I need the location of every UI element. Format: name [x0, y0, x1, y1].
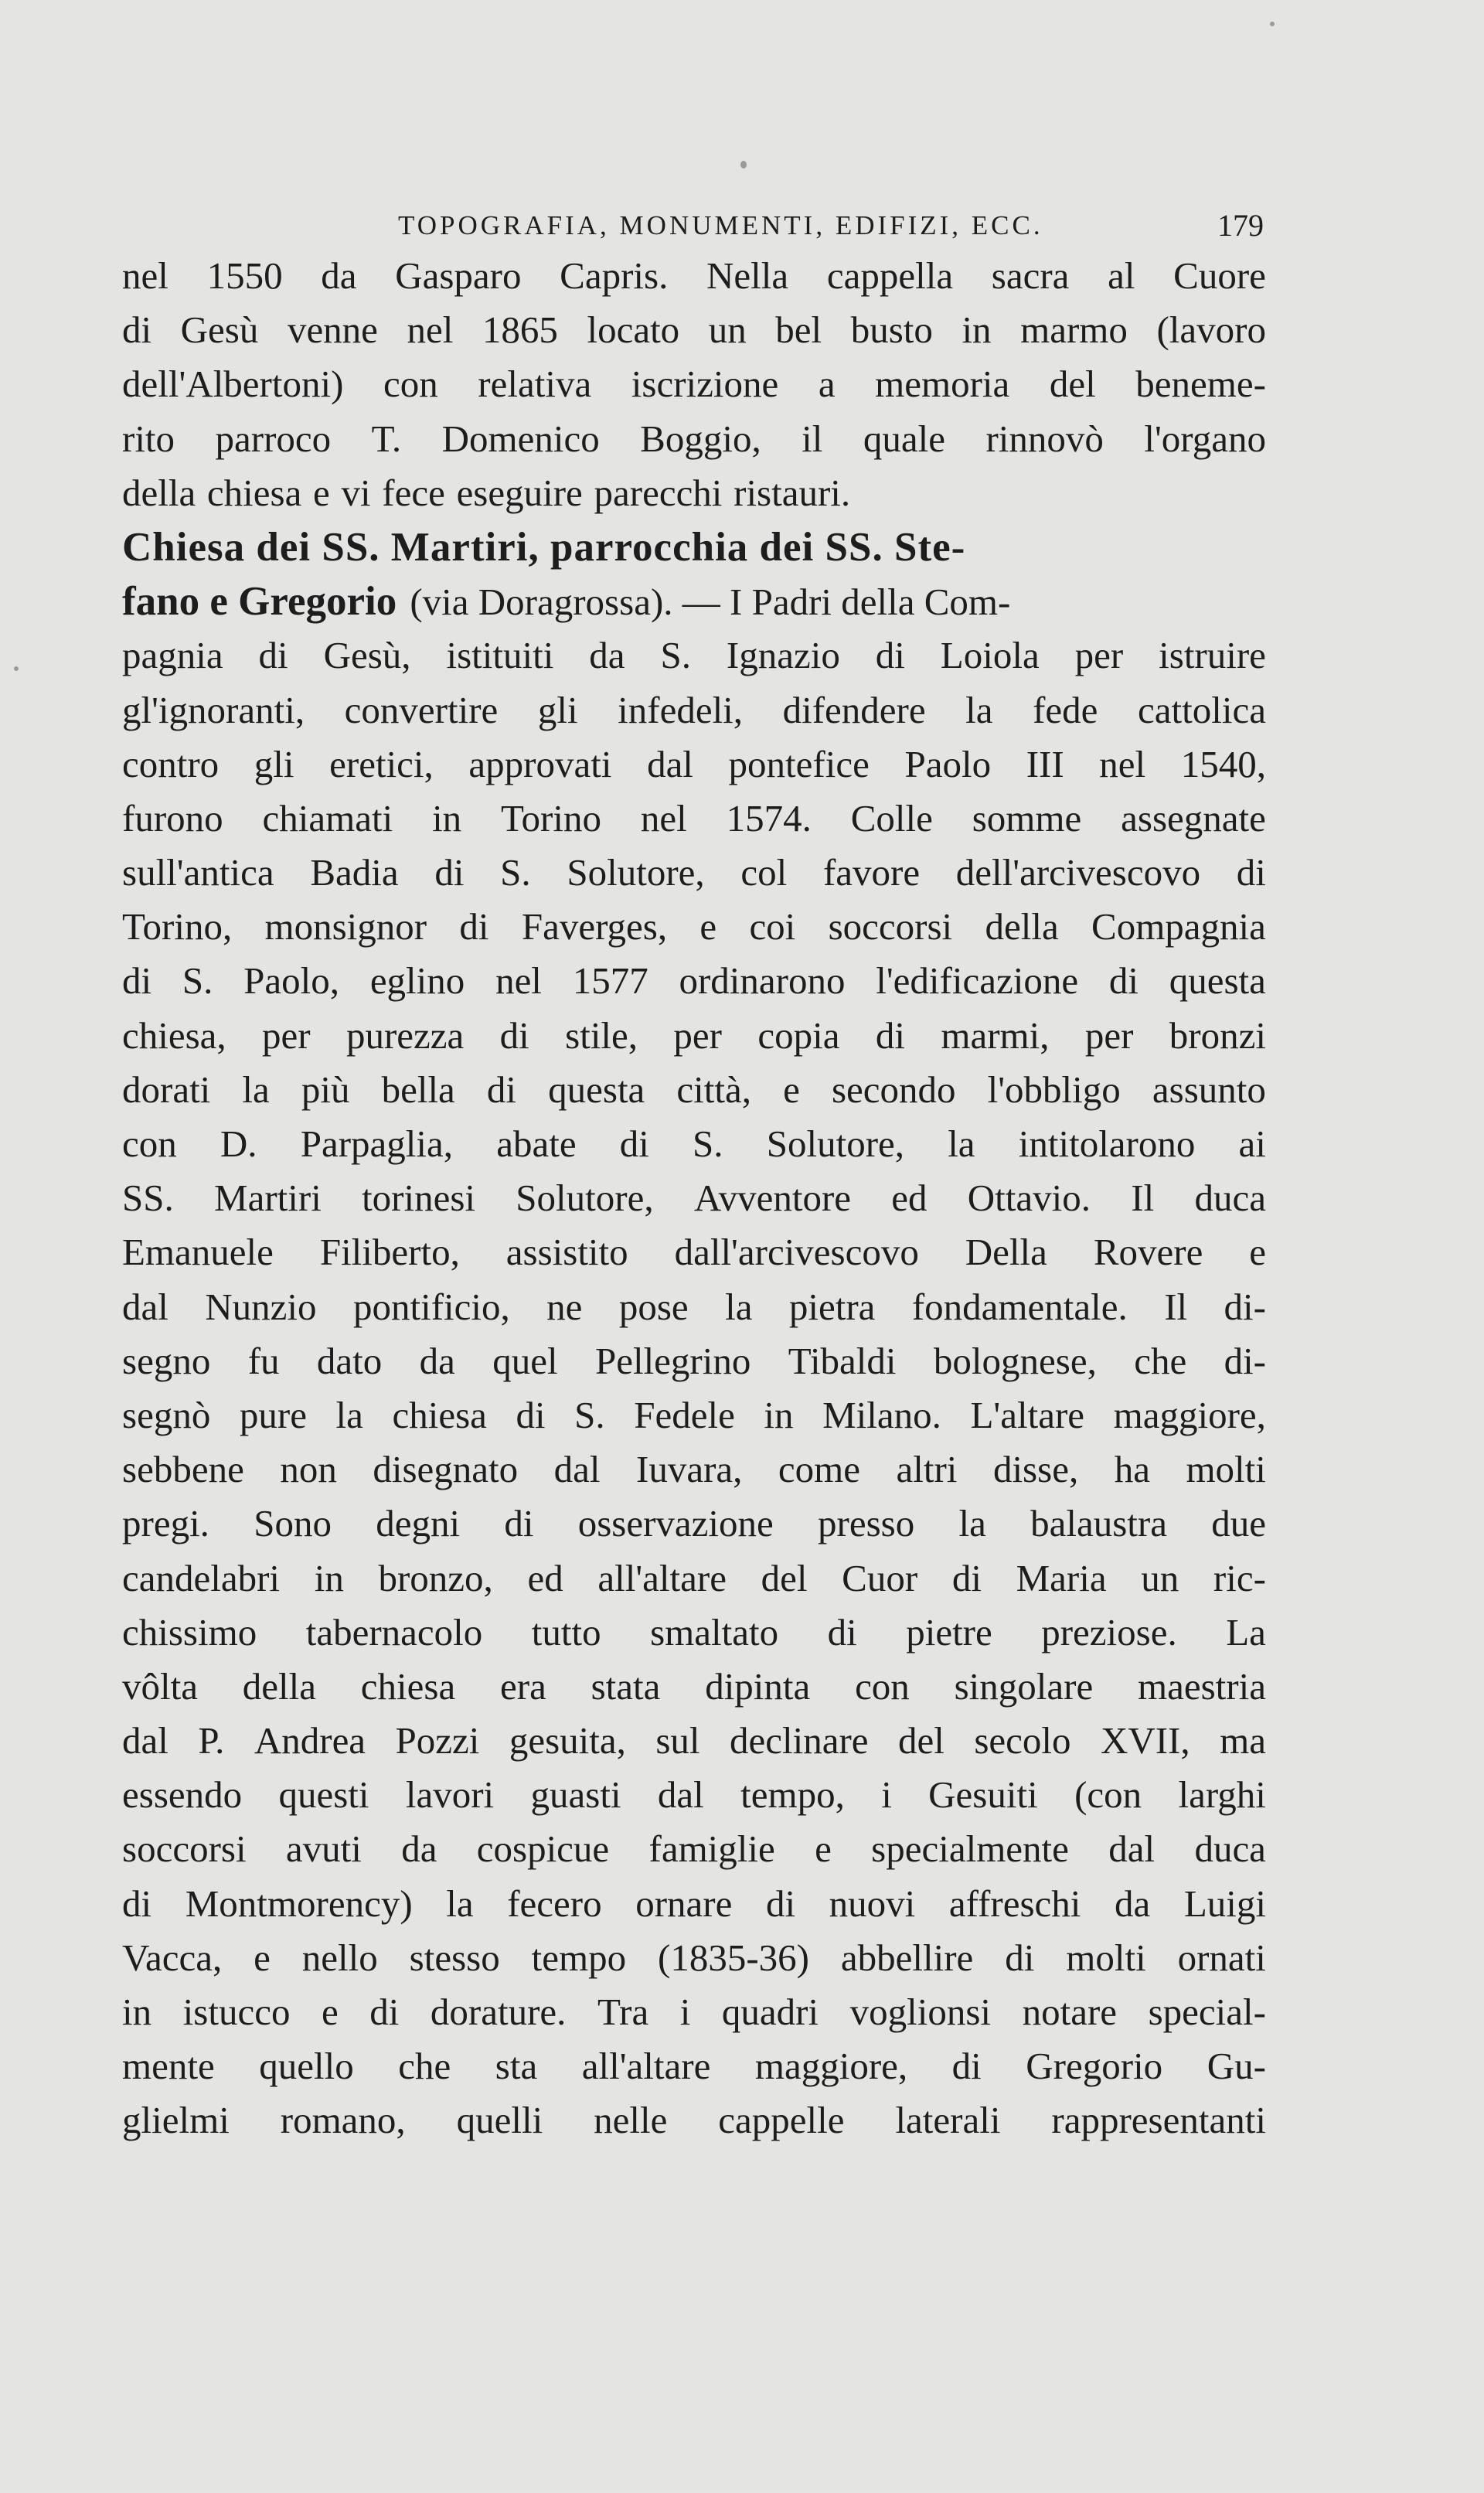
line-text: candelabri in bronzo, ed all'altare del Cuor di Maria un ric-: [122, 1556, 1266, 1599]
text-line: [122, 2093, 1266, 2147]
text-line: [122, 1497, 1266, 1551]
line-text: Vacca, e nello stesso tempo (1835-36) abbellire di molti ornati: [122, 1936, 1266, 1979]
page-number: 179: [1217, 208, 1264, 243]
print-speck: [14, 666, 19, 671]
text-line: [122, 2039, 1266, 2093]
text-line: [122, 1822, 1266, 1876]
line-text: dal Nunzio pontificio, ne pose la pietra fondamentale. Il di-: [122, 1285, 1266, 1328]
line-text: gl'ignoranti, convertire gli infedeli, difendere la fede cattolica: [122, 688, 1266, 731]
line-text: con D. Parpaglia, abate di S. Solutore, la intitolarono ai: [122, 1122, 1266, 1165]
line-text: SS. Martiri torinesi Solutore, Avventore ed Ottavio. Il duca: [122, 1177, 1266, 1220]
text-line: [122, 520, 1266, 574]
line-text: contro gli eretici, approvati dal pontefice Paolo III nel 1540,: [122, 742, 1266, 785]
line-text: Emanuele Filiberto, assistito dall'arcivescovo Della Rovere e: [122, 1231, 1266, 1274]
line-text: essendo questi lavori guasti dal tempo, i Gesuiti (con larghi: [122, 1773, 1266, 1817]
line-text: chiesa, per purezza di stile, per copia di marmi, per bronzi: [122, 1013, 1266, 1057]
text-line: [122, 249, 1266, 303]
text-line: [122, 792, 1266, 846]
text-line: [122, 683, 1266, 737]
text-line: [122, 1768, 1266, 1822]
line-text: segno fu dato da quel Pellegrino Tibaldi bolognese, che di-: [122, 1339, 1266, 1382]
text-line: [122, 1388, 1266, 1442]
text-line: [122, 357, 1266, 411]
text-line: [122, 412, 1266, 466]
text-line: [122, 1660, 1266, 1714]
line-text: Torino, monsignor di Faverges, e coi soccorsi della Compagnia: [122, 905, 1266, 948]
line-text: soccorsi avuti da cospicue famiglie e specialmente dal duca: [122, 1827, 1266, 1871]
text-line: [122, 1009, 1266, 1063]
text-line: [122, 954, 1266, 1008]
section-heading-continued: fano e Gregorio: [122, 579, 397, 625]
line-text: della chiesa e vi fece eseguire parecchi ristauri.: [122, 471, 851, 514]
text-line: [122, 574, 1266, 628]
line-text: sull'antica Badia di S. Solutore, col favore dell'arcivescovo di: [122, 851, 1266, 894]
text-line: [122, 1225, 1266, 1279]
line-text: segnò pure la chiesa di S. Fedele in Milano. L'altare maggiore,: [122, 1393, 1266, 1436]
line-text: glielmi romano, quelli nelle cappelle laterali rappresentanti: [122, 2099, 1266, 2142]
line-text: di Gesù venne nel 1865 locato un bel busto in marmo (lavoro: [122, 308, 1266, 352]
text-line: [122, 1442, 1266, 1497]
print-speck: [1270, 22, 1275, 26]
text-line: [122, 1334, 1266, 1388]
line-text: pagnia di Gesù, istituiti da S. Ignazio di Loiola per istruire: [122, 634, 1266, 677]
text-line: [122, 1606, 1266, 1660]
text-line: [122, 466, 1266, 520]
line-text: furono chiamati in Torino nel 1574. Colle somme assegnate: [122, 796, 1266, 840]
line-text: in istucco e di dorature. Tra i quadri voglionsi notare special-: [122, 1991, 1266, 2033]
text-line: [122, 628, 1266, 683]
print-speck: [740, 161, 747, 169]
text-line: [122, 737, 1266, 792]
running-title: TOPOGRAFIA, MONUMENTI, EDIFIZI, ECC.: [398, 210, 1043, 240]
text-line: [122, 1551, 1266, 1606]
line-text: dell'Albertoni) con relativa iscrizione a memoria del beneme-: [122, 363, 1266, 406]
body-text: [122, 249, 1266, 2148]
text-line: [122, 1931, 1266, 1985]
page-header: [398, 203, 1264, 249]
text-line: [122, 846, 1266, 900]
line-text: rito parroco T. Domenico Boggio, il quale rinnovò l'organo: [122, 417, 1266, 460]
text-line: [122, 1117, 1266, 1171]
line-text: di Montmorency) la fecero ornare di nuovi affreschi da Luigi: [122, 1882, 1266, 1925]
section-heading: Chiesa dei SS. Martiri, parrocchia dei SS. Ste-: [122, 524, 966, 570]
text-line: [122, 303, 1266, 357]
text-line: [122, 1714, 1266, 1768]
line-text: dal P. Andrea Pozzi gesuita, sul declinare del secolo XVII, ma: [122, 1719, 1266, 1762]
line-text: sebbene non disegnato dal Iuvara, come altri disse, ha molti: [122, 1448, 1266, 1491]
text-line: [122, 1877, 1266, 1931]
line-text: pregi. Sono degni di osservazione presso la balaustra due: [122, 1502, 1266, 1545]
line-text: nel 1550 da Gasparo Capris. Nella cappella sacra al Cuore: [122, 254, 1266, 297]
text-line: [122, 1063, 1266, 1117]
text-line: [122, 1985, 1266, 2039]
line-text: dorati la più bella di questa città, e secondo l'obbligo assunto: [122, 1068, 1266, 1111]
line-text: vôlta della chiesa era stata dipinta con singolare maestria: [122, 1664, 1266, 1708]
line-text: chissimo tabernacolo tutto smaltato di pietre preziose. La: [122, 1610, 1266, 1653]
section-intro-text: (via Doragrossa). — I Padri della Com-: [410, 581, 1011, 624]
line-text: mente quello che sta all'altare maggiore, di Gregorio Gu-: [122, 2045, 1266, 2088]
text-line: [122, 1171, 1266, 1225]
line-text: di S. Paolo, eglino nel 1577 ordinarono l'edificazione di questa: [122, 959, 1266, 1003]
text-line: [122, 1280, 1266, 1334]
text-line: [122, 900, 1266, 954]
